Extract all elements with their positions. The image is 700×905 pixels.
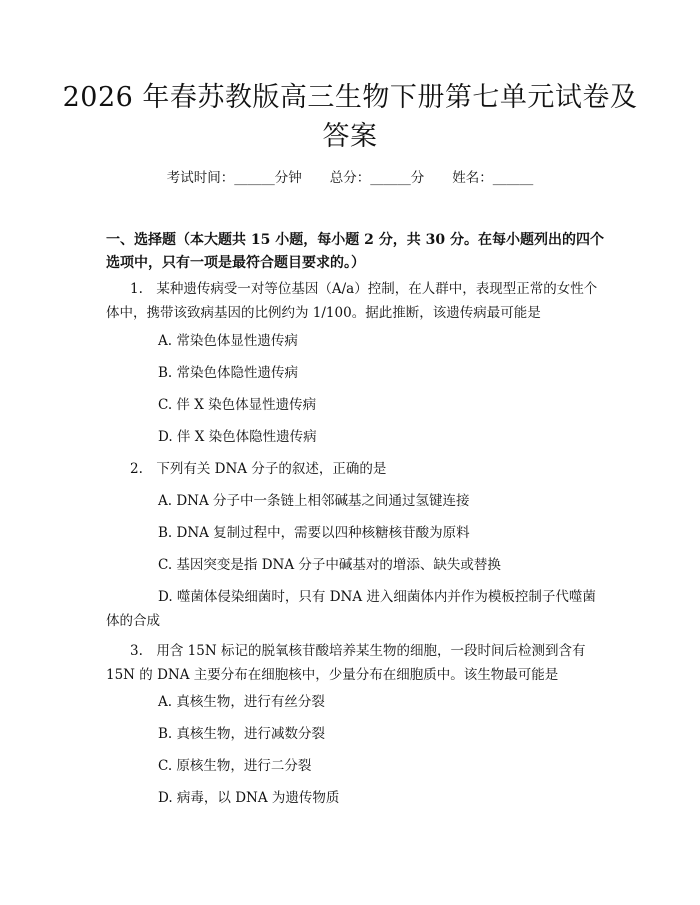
question-3-stem: 3. 用含 15N 标记的脱氧核苷酸培养某生物的细胞，一段时间后检测到含有 15N 的 DNA 主要分布在细胞核中，少量分布在细胞质中。该生物最可能是: [106, 643, 586, 683]
question-1-option-c: C. 伴 X 染色体显性遗传病: [158, 397, 317, 413]
question-1-option-b: B. 常染色体隐性遗传病: [158, 365, 299, 381]
question-3-option-a: A. 真核生物，进行有丝分裂: [158, 694, 325, 710]
section-heading: 一、选择题（本大题共 15 小题，每小题 2 分，共 30 分。在每小题列出的四个选项中，只有一项是最符合题目要求的。）: [106, 232, 604, 271]
question-1-stem: 1. 某种遗传病受一对等位基因（A/a）控制，在人群中，表现型正常的女性个体中，携带该致病基因的比例约为 1/100。据此推断，该遗传病最可能是: [106, 281, 598, 321]
student-name-field: 姓名：______: [452, 170, 534, 186]
question-2-option-d: D. 噬菌体侵染细菌时，只有 DNA 进入细菌体内并作为模板控制子代噬菌体的合成: [106, 589, 596, 629]
total-score-field: 总分：______分: [329, 170, 425, 186]
question-1-option-a: A. 常染色体显性遗传病: [158, 333, 298, 349]
question-2-option-c: C. 基因突变是指 DNA 分子中碱基对的增添、缺失或替换: [158, 557, 501, 573]
question-2-stem: 2. 下列有关 DNA 分子的叙述，正确的是: [130, 461, 387, 477]
exam-title: 2026 年春苏教版高三生物下册第七单元试卷及答案: [62, 82, 638, 152]
question-3-option-c: C. 原核生物，进行二分裂: [158, 758, 312, 774]
exam-time-field: 考试时间：______分钟: [166, 170, 302, 186]
question-3-option-b: B. 真核生物，进行减数分裂: [158, 726, 326, 742]
question-1-option-d: D. 伴 X 染色体隐性遗传病: [158, 429, 317, 445]
question-3-option-d: D. 病毒，以 DNA 为遗传物质: [158, 790, 340, 806]
question-2-option-b: B. DNA 复制过程中，需要以四种核糖核苷酸为原料: [158, 525, 470, 541]
exam-meta: [0, 168, 700, 188]
question-2-option-a: A. DNA 分子中一条链上相邻碱基之间通过氢键连接: [158, 493, 470, 509]
